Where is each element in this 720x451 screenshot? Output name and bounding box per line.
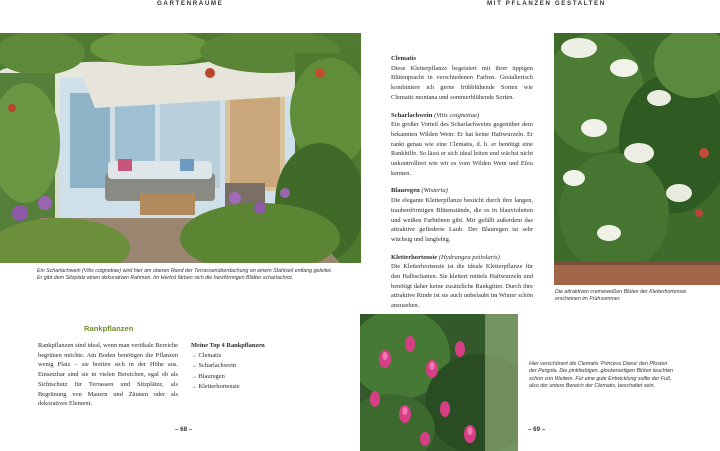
section-title: Kletterhortensie bbox=[391, 253, 438, 261]
page-number-right: – 69 – bbox=[528, 426, 546, 433]
top4-item: → Blauregen bbox=[191, 372, 311, 383]
terrace-photo bbox=[0, 33, 361, 263]
top4-item: → Clematis bbox=[191, 351, 311, 362]
hydrangea-caption: Die attraktiven cremeweißen Blüten der Kletterhortensie erscheinen im Frühsommer. bbox=[555, 289, 687, 303]
top4-item: → Scharlachwein bbox=[191, 361, 311, 372]
section-title: Clematis bbox=[391, 55, 416, 62]
terrace-caption: Ein Scharlachwein (Vitis coignetiae) wird hier am oberen Rand der Terrassenüberdachung an einem Stahlseil entlang geleitet. Er gibt dem Sitzplatz einen dekorativen Rahmen. Im Herbst färben sich die herzförmigen Blätter scharlachrot. bbox=[37, 268, 333, 282]
section-title: Scharlachwein bbox=[391, 111, 433, 119]
section-blauregen bbox=[391, 186, 533, 244]
section-kletterhortensie bbox=[391, 253, 533, 311]
hydrangea-photo bbox=[554, 33, 720, 285]
section-title: Blauregen bbox=[391, 187, 420, 195]
clematis-photo bbox=[360, 314, 518, 451]
page-number-left: – 68 – bbox=[175, 426, 193, 433]
top4-list bbox=[191, 341, 311, 393]
rankpflanzen-heading: Rankpflanzen bbox=[84, 324, 134, 333]
rankpflanzen-paragraph: Rankpflanzen sind ideal, wenn man vertikale Bereiche begrünen möchte. Am Boden benötigen die Pflanzen wenig Platz – sie breiten sich in der Höhe aus. Einsetzbar sind sie in vielen Bereichen, egal ob als Sichtschutz für Terrassen und Sitzplätze, als Begrünung von Mauern und Zäunen oder als dekoratives Element. bbox=[38, 342, 178, 408]
section-text: Die Kletterhortensie ist die ideale Kletterpflanze für den Halbschatten. Sie klettert mittels Haftwurzeln und benötigt daher keine zusätzliche Rankgitter. Durch ihre attraktive Rinde ist sie auch unbelaubt im Winter schön anzusehen. bbox=[391, 263, 533, 310]
section-text: Diese Kletterpflanze begeistert mit ihrer üppigen Blütenpracht in verschiedenen Farben. Gestalterisch kombiniere ich gerne frühblühende Sorten wie Clematis montana und sommerblühende Sorten. bbox=[391, 64, 533, 101]
section-latin: (Hydrangea petiolaris) bbox=[438, 253, 500, 261]
section-latin: (Wisteria) bbox=[421, 187, 448, 195]
running-header-left: GARTENRÄUME bbox=[157, 0, 224, 7]
top4-item: → Kletterhortensie bbox=[191, 382, 311, 393]
plant-sections bbox=[391, 54, 533, 319]
top4-title: Meine Top 4 Rankpflanzen bbox=[191, 342, 265, 349]
rankpflanzen-text bbox=[38, 341, 178, 409]
section-text: Die elegante Kletterpflanze besticht durch ihre langen, traubenförmigen Blütenstände, die es in blauvioletten und weißen Farbtönen gibt. Mir gefällt außerdem das attraktive gefiederte Laub. Der Blauregen ist sehr wüchsig und langlebig. bbox=[391, 197, 533, 243]
section-latin: (Vitis coignetiae) bbox=[434, 111, 480, 119]
section-scharlachwein bbox=[391, 111, 533, 179]
section-clematis bbox=[391, 54, 533, 103]
clematis-caption: Hier verschönert die Clematis 'Princess Diana' den Pfosten der Pergola. Die pinkfarbigen, glockenartigen Blüten leuchten schon von Weitem. Für eine gute Entwicklung sollte der Fuß, also der untere Bereich der Clematis, beschattet sein. bbox=[529, 361, 673, 389]
section-text: Ein großer Vorteil des Scharlachweins gegenüber dem bekannten Wilden Wein: Er hat keine Haftwurzeln. Er rankt genau wie eine Clematis, d. h. er benötigt eine Rankhilfe. So lässt er sich ideal leiten und wächst nicht unkontrolliert wie wir es vom Wilden Wein und Efeu kennen. bbox=[391, 121, 533, 177]
running-header-right: MIT PFLANZEN GESTALTEN bbox=[487, 0, 606, 7]
